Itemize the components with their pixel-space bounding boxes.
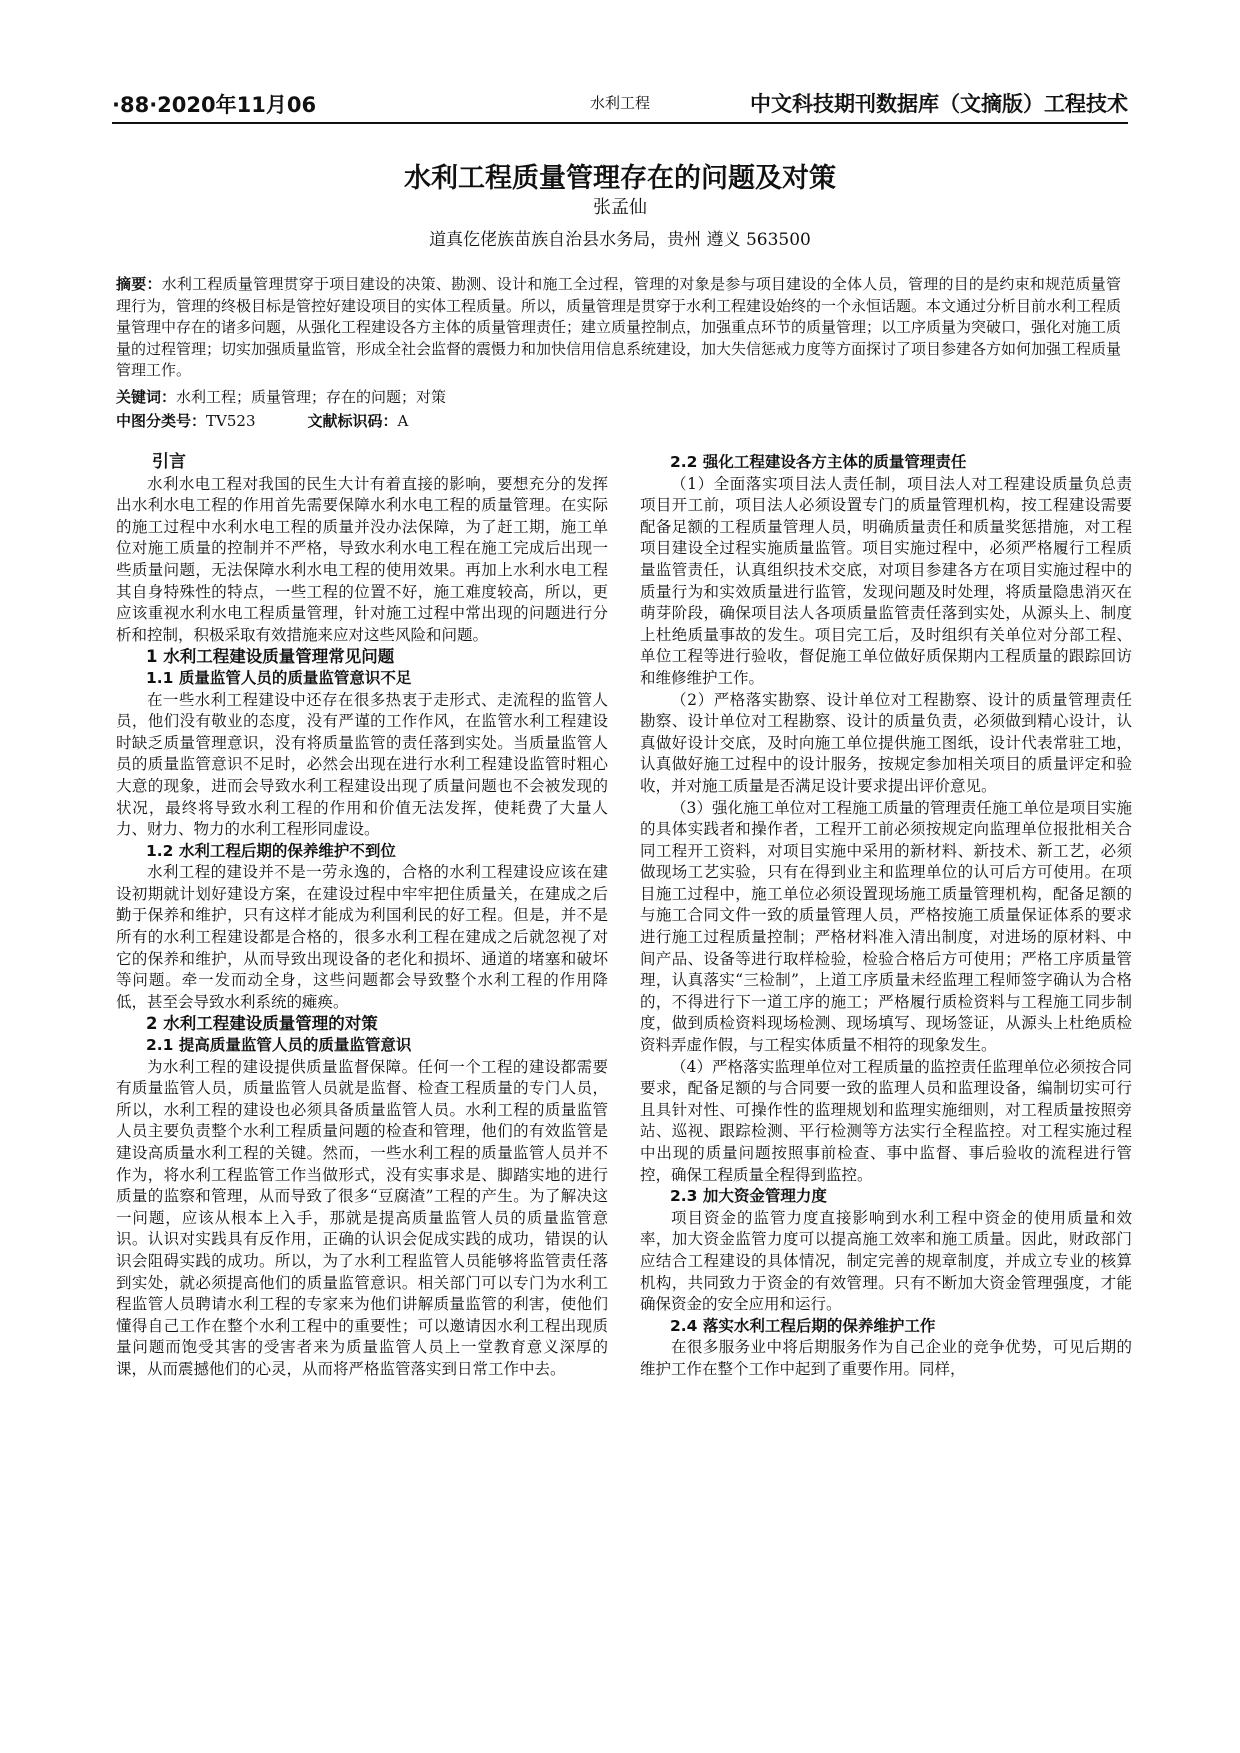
class-value: TV523 [206,412,256,430]
abstract-text: 水利工程质量管理贯穿于项目建设的决策、勘测、设计和施工全过程，管理的对象是参与项目建设的全体人员，管理的目的是约束和规范质量管理行为，管理的终极目标是管控好建设项目的实体工程质量。所以，质量管理是贯穿于水利工程建设始终的一个永恒话题。本文通过分析目前水利工程质量管理中存在的诸多问题，从强化工程建设各方主体的质量管理责任；建立质量控制点，加强重点环节的质量管理；以工序质量为突破口，强化对施工质量的过程管理；切实加强质量监管，形成全社会监督的震慑力和加快信用信息系统建设，加大失信惩戒力度等方面探讨了项目参建各方如何加强工程质量管理工作。 [116,275,1122,379]
section-heading: 2 水利工程建设质量管理的对策 [146,1014,378,1034]
keywords-line [116,386,1121,407]
section-name: 水利工程 [590,94,651,112]
paragraph: （4）严格落实监理单位对工程质量的监控责任监理单位必须按合同要求，配备足额的与合同要一致的监理人员和监理设备，编制切实可行且具针对性、可操作性的监理规划和监理实施细则，对工程质量按照旁站、巡视、跟踪检测、平行检测等方法实行全程监控。对工程实施过程中出现的质量问题按照事前检查、事中监督、事后验收的流程进行管控，确保工程质量全程得到监控。 [640,1057,1132,1184]
abstract [116,274,1121,382]
classification-line [116,410,1121,431]
section-heading: 1.2 水利工程后期的保养维护不到位 [146,841,396,860]
journal-name: 中文科技期刊数据库（文摘版）工程技术 [750,92,1128,116]
section-heading: 引言 [152,452,186,472]
section-heading: 1.1 质量监管人员的质量监管意识不足 [146,668,412,687]
keywords-text: 水利工程；质量管理；存在的问题；对策 [176,388,447,406]
section-heading: 1 水利工程建设质量管理常见问题 [146,647,395,667]
article-title: 水利工程质量管理存在的问题及对策 [404,163,836,194]
paragraph: 水利工程的建设并不是一劳永逸的，合格的水利工程建设应该在建设初期就计划好建设方案，在建设过程中牢牢把住质量关，在建成之后勤于保养和维护，只有这样才能成为利国利民的好工程。但是，并不是所有的水利工程建设都是合格的，很多水利工程在建成之后就忽视了对它的保养和维护，从而导致出现设备的老化和损坏、通道的堵塞和破坏等问题。牵一发而动全身，这些问题都会导致整个水利工程的作用降低，甚至会导致水利系统的瘫痪。 [116,863,608,1011]
keywords-label: 关键词： [116,388,177,406]
page-header [112,86,1128,124]
section-heading: 2.1 提高质量监管人员的质量监管意识 [146,1036,412,1055]
doc-code-label: 文献标识码： [307,412,398,430]
doc-code-value: A [397,412,409,430]
section-heading: 2.4 落实水利工程后期的保养维护工作 [670,1316,936,1335]
left-column [116,452,608,1381]
paragraph: （3）强化施工单位对工程施工质量的管理责任施工单位是项目实施的具体实践者和操作者，工程开工前必须按规定向监理单位报批相关合同工程开工资料，对项目实施中采用的新材料、新技术、新工艺，必须做现场工艺实验，只有在得到业主和监理单位的认可后方可使用。在项目施工过程中，施工单位必须设置现场施工质量管理机构，配备足额的与施工合同文件一致的质量管理人员，严格按施工质量保证体系的要求进行施工过程质量控制；严格材料准入清出制度，对进场的原材料、中间产品、设备等进行取样检验，检验合格后方可使用；严格工序质量管理，认真落实“三检制”，上道工序质量未经监理工程师签字确认为合格的，不得进行下一道工序的施工；严格履行质检资料与工程施工同步制度，做到质检资料现场检测、现场填写、现场签证，从源头上杜绝质检资料弄虚作假，与工程实体质量不相符的现象发生。 [640,798,1132,1055]
paragraph: 为水利工程的建设提供质量监督保障。任何一个工程的建设都需要有质量监管人员，质量监管人员就是监督、检查工程质量的专门人员，所以，水利工程的建设也必须具备质量监管人员。水利工程的质量监管人员主要负责整个水利工程质量问题的检查和管理，他们的有效监管是建设高质量水利工程的关键。然而，一些水利工程的质量监管人员并不作为，将水利工程监管工作当做形式，没有实事求是、脚踏实地的进行质量的监察和管理，从而导致了很多“豆腐渣”工程的产生。为了解决这一问题，应该从根本上入手，那就是提高质量监管人员的质量监管意识。认识对实践具有反作用，正确的认识会促成实践的成功，错误的认识会阻碍实践的成功。所以，为了水利工程监管人员能够将监管责任落到实处，就必须提高他们的质量监管意识。相关部门可以专门为水利工程监管人员聘请水利工程的专家来为他们讲解质量监管的利害，使他们懂得自己工作在整个水利工程中的重要性；可以邀请因水利工程出现质量问题而饱受其害的受害者来为质量监管人员上一堂教育意义深厚的课，从而震撼他们的心灵，从而将严格监管落实到日常工作中去。 [116,1057,608,1378]
class-label: 中图分类号： [116,412,207,430]
paragraph: （2）严格落实勘察、设计单位对工程勘察、设计的质量管理责任 勘察、设计单位对工程勘察、设计的质量负责，必须做到精心设计，认真做好设计交底，及时向施工单位提供施工图纸，设计代表常驻工地，认真做好施工过程中的设计服务，按规定参加相关项目的质量评定和验收，并对施工质量是否满足设计要求提出评价意见。 [640,690,1132,795]
article-author: 张孟仙 [593,197,647,218]
section-heading: 2.2 强化工程建设各方主体的质量管理责任 [670,453,967,471]
author-affiliation: 道真仡佬族苗族自治县水务局，贵州 遵义 563500 [429,230,811,250]
section-heading: 2.3 加大资金管理力度 [670,1187,827,1206]
right-column [640,452,1132,1381]
paragraph: 在很多服务业中将后期服务作为自己企业的竞争优势，可见后期的维护工作在整个工作中起到了重要作用。同样， [640,1338,1132,1378]
page-number-date: ·88·2020年11月06 [112,93,317,117]
abstract-label: 摘要： [116,275,162,293]
paragraph: （1）全面落实项目法人责任制，项目法人对工程建设质量负总责 项目开工前，项目法人必须设置专门的质量管理机构，按工程建设需要配备足额的工程质量管理人员，明确质量责任和质量奖惩措施，对工程项目建设全过程实施质量监管。项目实施过程中，必须严格履行工程质量监管责任，认真组织技术交底，对项目参建各方在项目实施过程中的质量行为和实效质量进行监管，发现问题及时处理，将质量隐患消灭在萌芽阶段，确保项目法人各项质量监管责任落到实处，从源头上、制度上杜绝质量事故的发生。项目完工后，及时组织有关单位对分部工程、单位工程等进行验收，督促施工单位做好质保期内工程质量的跟踪回访和维修维护工作。 [640,474,1132,687]
paragraph: 在一些水利工程建设中还存在很多热衷于走形式、走流程的监管人员，他们没有敬业的态度，没有严谨的工作作风，在监管水利工程建设时缺乏质量管理意识，没有将质量监管的责任落到实处。当质量监管人员的质量监管意识不足时，必然会出现在进行水利工程建设监管时粗心大意的现象，进而会导致水利工程建设出现了质量问题也不会被发现的状况，最终将导致水利工程的作用和价值无法发挥，使耗费了大量人力、财力、物力的水利工程形同虚设。 [116,690,608,839]
paragraph: 水利水电工程对我国的民生大计有着直接的影响，要想充分的发挥出水利水电工程的作用首先需要保障水利水电工程的质量管理。在实际的施工过程中水利水电工程的质量并没办法保障，为了赶工期，施工单位对施工质量的控制并不严格，导致水利水电工程在施工完成后出现一些质量问题，无法保障水利水电工程的使用效果。再加上水利水电工程其自身特殊性的特点，一些工程的位置不好，施工难度较高，所以，更应该重视水利水电工程质量管理，针对施工过程中常出现的问题进行分析和控制，积极采取有效措施来应对这些风险和问题。 [116,474,608,644]
paragraph: 项目资金的监管力度直接影响到水利工程中资金的使用质量和效率，加大资金监管力度可以提高施工效率和施工质量。因此，财政部门应结合工程建设的具体情况，制定完善的规章制度，并成立专业的核算机构，共同致力于资金的有效管理。只有不断加大资金管理强度，才能确保资金的安全应用和运行。 [640,1208,1132,1314]
